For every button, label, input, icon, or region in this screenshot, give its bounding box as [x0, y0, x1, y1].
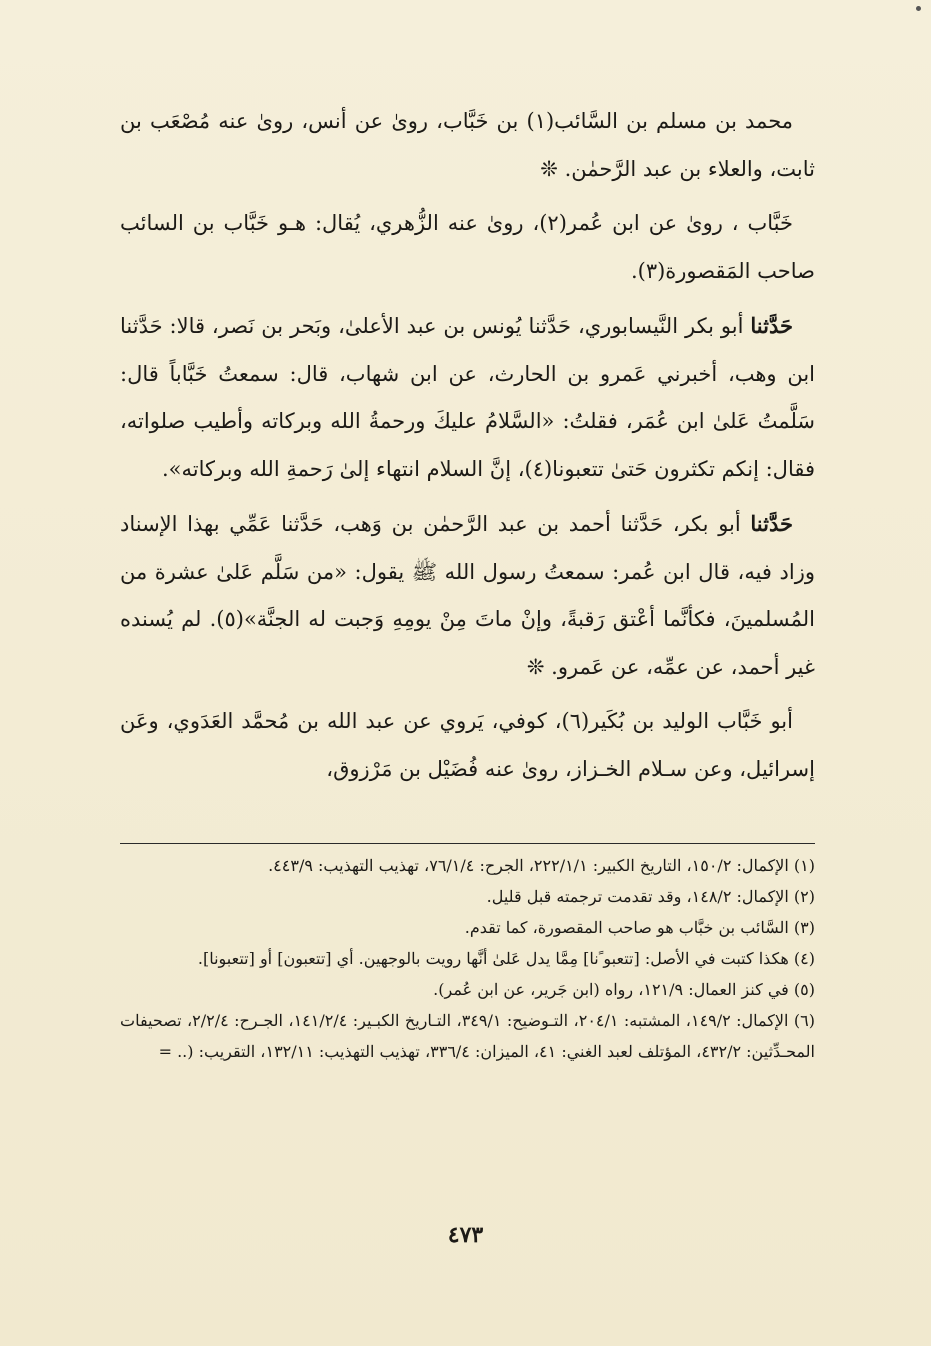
footnotes: [120, 843, 815, 1067]
paragraph-5: [120, 698, 815, 793]
paragraph-text: أبو بكر، حَدَّثنا أحمد بن عبد الرَّحمٰن بن وَهب، حَدَّثنا عَمِّي بهذا الإسناد وزاد فيه، قال ابن عُمر: سمعتُ رسول الله ﷺ يقول: «من سَلَّم عَلىٰ عشرة من المُسلمينَ، فكأنَّما أعْتق رَقبةً، وإنْ ماتَ مِنْ يومِهِ وَجبت له الجنَّة»(٥). لم يُسنده غير أحمد، عن عمِّه، عن عَمرو. ❊: [120, 512, 815, 679]
footnote-4: (٤) هكذا كتبت في الأصل: [تتعبو ًنا] مِمَّا يدل عَلىٰ أنَّها رويت بالوجهين. أي [تتعبون] أو [تتعبونا].: [197, 949, 815, 968]
paragraph-1: [120, 98, 815, 193]
hadith-lead-word: حَدَّثنا: [750, 511, 793, 536]
paragraph-4: [120, 500, 815, 691]
paragraph-text: محمد بن مسلم بن السَّائب(١) بن خَبَّاب، روىٰ عن أنس، روىٰ عنه مُصْعَب بن ثابت، والعلاء بن عبد الرَّحمٰن. ❊: [120, 109, 815, 181]
paragraph-text: أبو خَبَّاب الوليد بن بُكَير(٦)، كوفي، يَروي عن عبد الله بن مُحمَّد العَدَوي، وعَن إسرائيل، وعن سـلام الخـزاز، روىٰ عنه فُضَيْل بن مَرْزوق،: [120, 709, 815, 781]
paragraph-text: أبو بكر النَّيسابوري، حَدَّثنا يُونس بن عبد الأعلىٰ، وبَحر بن نَصر، قالا: حَدَّثنا ابن وهب، أخبرني عَمرو بن الحارث، عن ابن شهاب، قال: سمعتُ خَبَّاباً قال: سَلَّمتُ عَلىٰ ابن عُمَر، فقلتُ: «السَّلامُ عليكَ ورحمةُ الله وبركاته وأطيب صلواته، فقال: إنكم تكثرون حَتىٰ تتعبونا(٤)، إنَّ السلام انتهاء إلىٰ رَحمةِ الله وبركاته».: [120, 314, 815, 481]
footnote-1: (١) الإكمال: ١٥٠/٢، التاريخ الكبير: ٢٢٢/١/١، الجرح: ٧٦/١/٤، تهذيب التهذيب: ٤٤٣/٩.: [268, 856, 815, 875]
footnote-5: (٥) في كنز العمال: ١٢١/٩، رواه (ابن جَرير، عن ابن عُمر).: [433, 980, 815, 999]
page-number: ٤٧٣: [447, 1222, 484, 1248]
footnote-3: (٣) السَّائب بن خبَّاب هو صاحب المقصورة، كما تقدم.: [464, 918, 815, 937]
hadith-lead-word: حَدَّثنا: [750, 313, 793, 338]
footnote-6: (٦) الإكمال: ١٤٩/٢، المشتبه: ٢٠٤/١، التـوضيح: ٣٤٩/١، التـاريخ الكبـير: ١٤١/٢/٤، الجـرح: ٢/٢/٤، تصحيفات المحـدِّثين: ٤٣٢/٢، المؤتلف لعبد الغني: ٤١، الميزان: ٣٣٦/٤، تهذيب التهذيب: ١٣٢/١١، التقريب: (.. =: [120, 1011, 815, 1061]
footnote-2: (٢) الإكمال: ١٤٨/٢، وقد تقدمت ترجمته قبل قليل.: [486, 887, 815, 906]
paragraph-3: [120, 302, 815, 493]
ink-dot: [916, 6, 921, 11]
paragraph-2: [120, 200, 815, 295]
main-text: [120, 98, 815, 800]
paragraph-text: خَبَّاب ، روىٰ عن ابن عُمر(٢)، روىٰ عنه الزُّهري، يُقال: هـو خَبَّاب بن السائب صاحب المَقصورة(٣).: [120, 211, 815, 283]
